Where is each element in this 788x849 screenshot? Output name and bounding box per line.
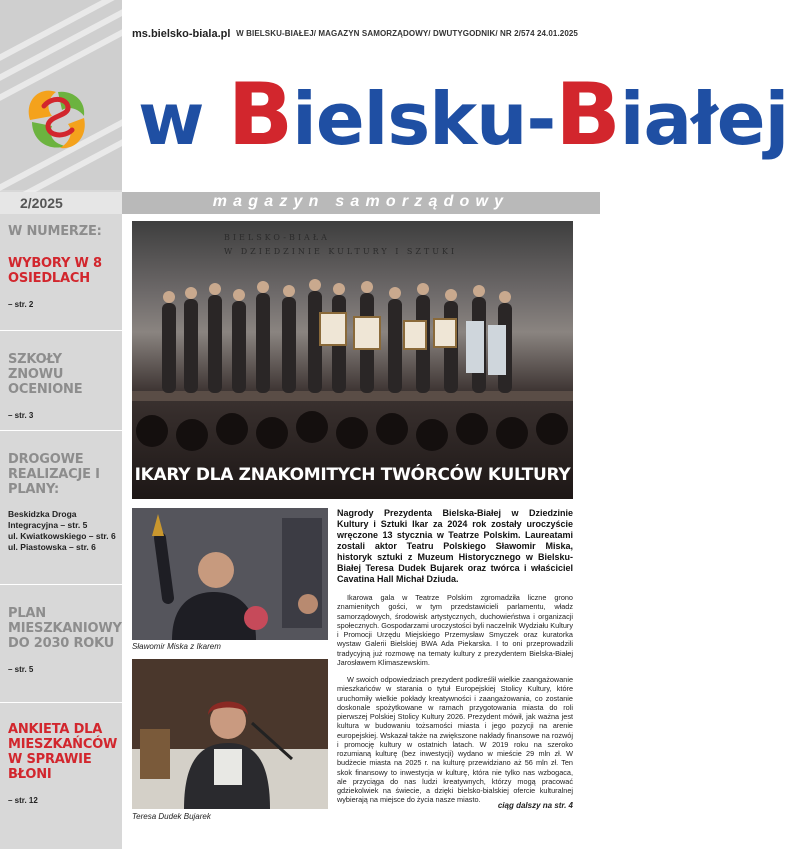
contents-item-page: – str. 12 — [8, 796, 38, 805]
contents-item[interactable] — [8, 606, 122, 674]
contents-item-title: DROGOWE REALIZACJE I PLANY: — [8, 452, 100, 497]
contents-item-title: SZKOŁY ZNOWU OCENIONE — [8, 352, 83, 397]
stage-banner-line: BIELSKO-BIAŁA — [224, 233, 330, 242]
city-logo-icon — [22, 82, 92, 154]
divider — [0, 430, 122, 431]
title-part-b2: B — [555, 65, 620, 165]
title-part-mid: ielsku- — [292, 77, 556, 161]
issue-number: 2/2025 — [20, 195, 63, 211]
main-headline: IKARY DLA ZNAKOMITYCH TWÓRCÓW KULTURY — [134, 465, 571, 485]
contents-item-page: – str. 5 — [8, 665, 34, 674]
contents-list-entry: ul. Piastowska – str. 6 — [8, 542, 96, 552]
photo-slawomir-miska — [132, 508, 328, 640]
divider — [0, 330, 122, 331]
main-photo — [132, 221, 573, 499]
photo2-caption: Sławomir Miska z Ikarem — [132, 642, 221, 651]
woman-at-microphone-illustration — [132, 659, 328, 809]
contents-item-title: ANKIETA DLA MIESZKAŃCÓW W SPRAWIE BŁONI — [8, 722, 118, 782]
contents-item-page: – str. 2 — [8, 300, 34, 309]
person-with-award-illustration — [132, 508, 328, 640]
article-paragraph: W swoich odpowiedziach prezydent podkreślił wielkie zaangażowanie mieszkańców w starania o tytuł Europejskiej Stolicy Kultury, które uruchomiły wielkie pokłady kreatywności i zaangażowania, co zostanie doskonale spożytkowane w ramach przygotowania miasta do roli pierwszej Polskiej Stolicy Kultury 2026. Prezydent mówił, jak ważna jest kultura w budowaniu tożsamości miasta i jego pozycji na arenie europejskiej. Wskazał także na zwiększone nakłady finansowe na rozwój i promocję kultury w ostatnich latach. W 2019 roku na szeroko rozumianą kulturę (bez inwestycji) wydano w mieście 29 mln zł. W budżecie miasta na 2025 r. na kulturę przewidziano aż 56 mln zł. Ten skok finansowy to inwestycja w kulturę, która nie tylko nas wzbogaca, ale przyciąga do nas ludzi kreatywnych, którzy mogą pracować gdziekolwiek na świecie, a dzięki bielsko-bialskiej ofercie kulturalnej wybierają na miejsce do życia nasze miasto. — [337, 675, 573, 805]
contents-item-title: WYBORY W 8 OSIEDLACH — [8, 256, 102, 286]
contents-item[interactable] — [8, 722, 116, 805]
site-url[interactable]: ms.bielsko-biala.pl — [132, 28, 231, 40]
contents-item-title: PLAN MIESZKANIOWY DO 2030 ROKU — [8, 606, 122, 651]
contents-item-list — [8, 509, 116, 553]
title-part-b1: B — [227, 65, 293, 165]
continued-link[interactable]: ciąg dalszy na str. 4 — [497, 801, 573, 810]
contents-list-entry: ul. Kwiatkowskiego – str. 6 — [8, 531, 116, 541]
masthead-title — [138, 65, 788, 165]
stage-scene-illustration — [132, 221, 573, 499]
photo-teresa-dudek-bujarek — [132, 659, 328, 809]
issue-bar — [0, 192, 600, 214]
title-part-w: w — [138, 77, 228, 161]
contents-item[interactable] — [8, 256, 116, 309]
issue-info: W BIELSKU-BIAŁEJ/ MAGAZYN SAMORZĄDOWY/ DWUTYGODNIK/ NR 2/574 24.01.2025 — [236, 29, 578, 38]
contents-item[interactable] — [8, 452, 116, 553]
contents-item-page: – str. 3 — [8, 411, 34, 420]
divider — [0, 702, 122, 703]
article-lead: Nagrody Prezydenta Bielska-Białej w Dziedzinie Kultury i Sztuki Ikar za 2024 rok zostały uroczyście wręczone 13 stycznia w Teatrze Polskim. Laureatami zostali aktor Teatru Polskiego Sławomir Miska, historyk sztuki z Muzeum Historycznego w Bielsku-Białej Teresa Dudek Bujarek oraz twórca i właściciel Cavatina Hall Michał Dziuda. — [337, 508, 573, 584]
divider — [0, 584, 122, 585]
contents-item[interactable] — [8, 352, 116, 420]
photo3-caption: Teresa Dudek Bujarek — [132, 812, 211, 821]
contents-list-entry: Beskidzka Droga Integracyjna – str. 5 — [8, 509, 88, 530]
title-part-end: iałej — [619, 77, 788, 161]
tagline: magazyn samorządowy — [212, 193, 510, 210]
contents-heading: W NUMERZE: — [8, 224, 102, 239]
article — [337, 508, 573, 805]
stage-banner-line: W DZIEDZINIE KULTURY I SZTUKI — [224, 247, 458, 256]
article-paragraph: Ikarowa gala w Teatrze Polskim zgromadziła liczne grono znamienitych gości, w tym przedstawicieli parlamentu, władz samorządowych, środowisk artystycznych, duchowieństwa i organizacji społecznych. Gospodarzami uroczystości byli naczelnik Wydziału Kultury i Promocji Urzędu Miejskiego Przemysław Smyczek oraz kuratorka wystaw Galerii Bielskiej BWA Ada Piekarska. I to oni przeprowadzili tradycyjną już rozmowę na tematy kultury z prezydentem Bielska-Białej Jarosławem Klimaszewskim. — [337, 593, 573, 667]
